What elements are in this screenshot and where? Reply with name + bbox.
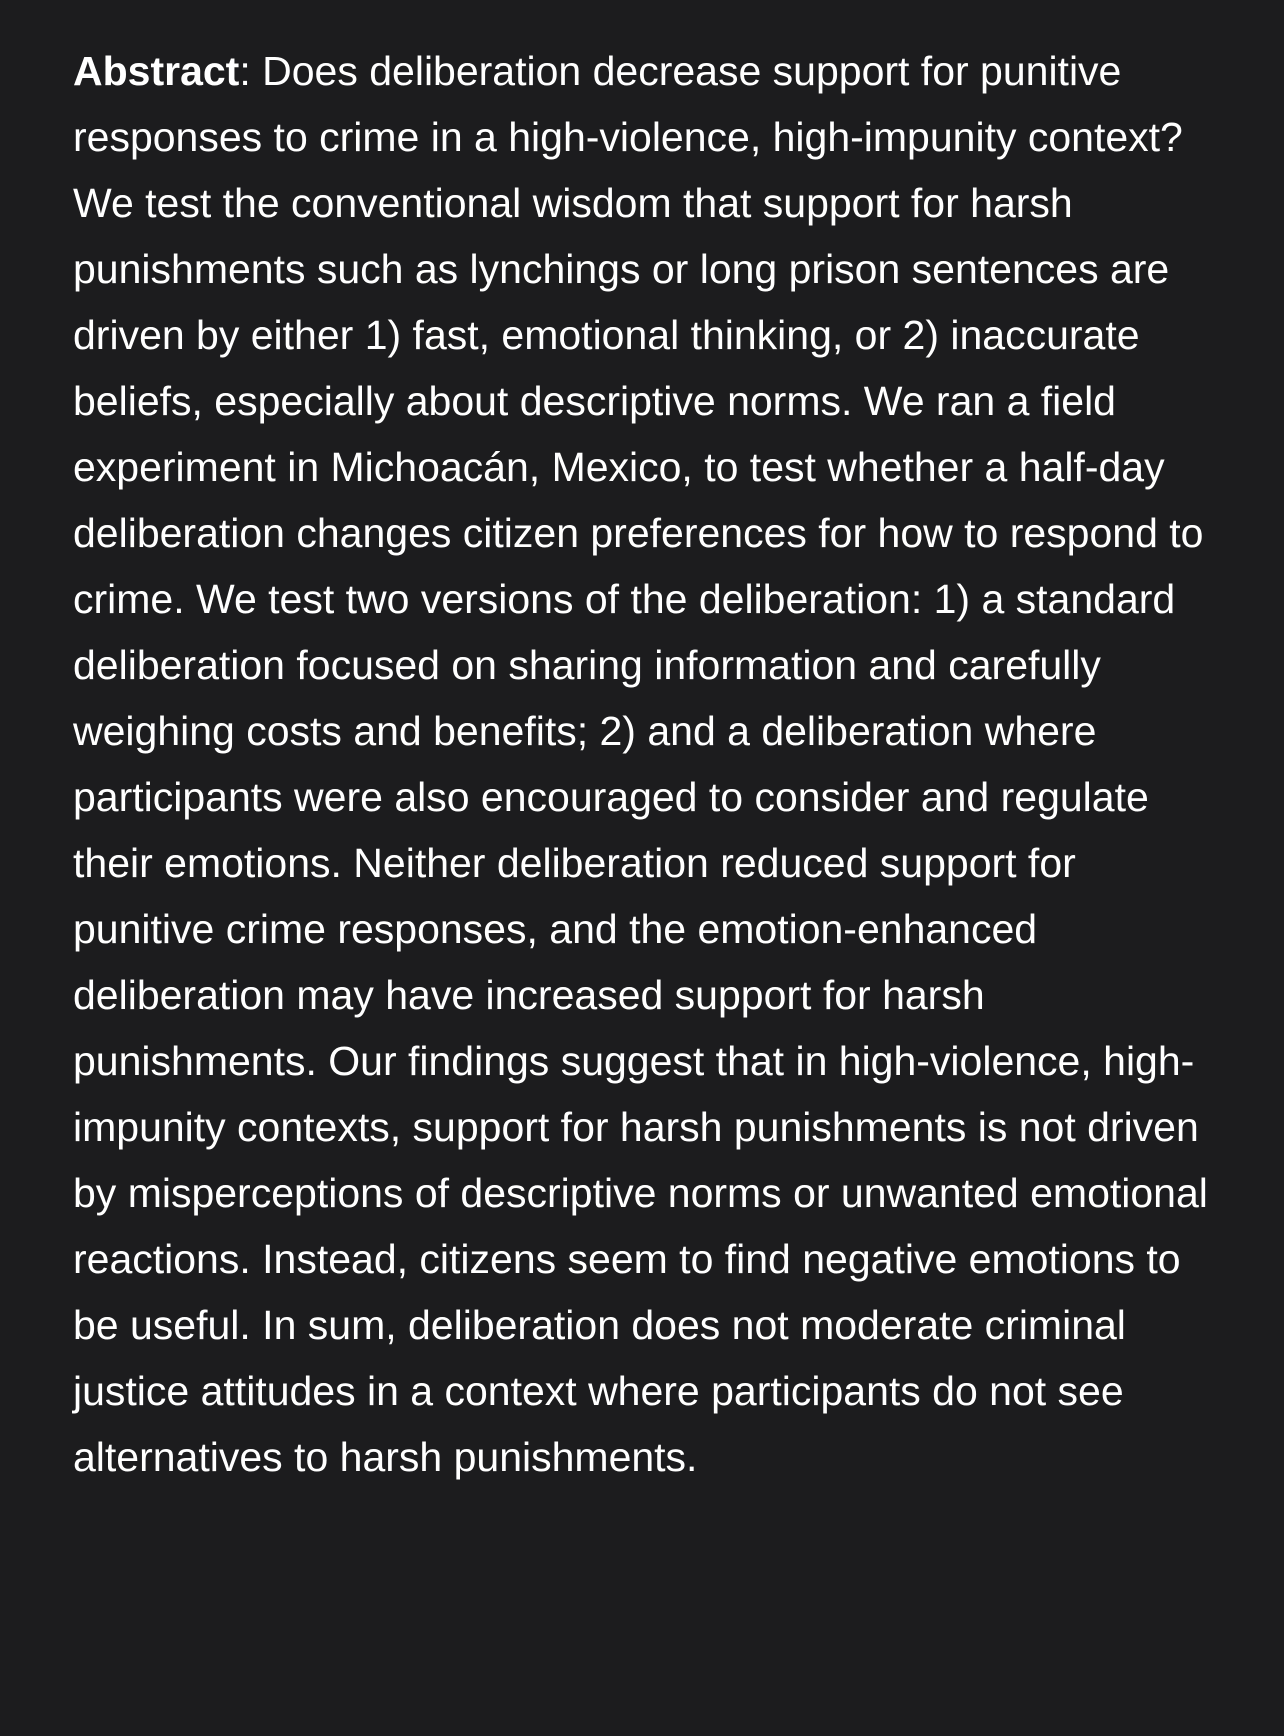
abstract-paragraph bbox=[73, 38, 1214, 1490]
abstract-separator: : bbox=[239, 48, 263, 94]
abstract-body: Does deliberation decrease support for punitive responses to crime in a high-violence, high-impunity context? We test the conventional wisdom that support for harsh punishments such as lynchings or long prison sentences are driven by either 1) fast, emotional thinking, or 2) inaccurate beliefs, especially about descriptive norms. We ran a field experiment in Michoacán, Mexico, to test whether a half-day deliberation changes citizen preferences for how to respond to crime. We test two versions of the deliberation: 1) a standard deliberation focused on sharing information and carefully weighing costs and benefits; 2) and a deliberation where participants were also encouraged to consider and regulate their emotions. Neither deliberation reduced support for punitive crime responses, and the emotion-enhanced deliberation may have increased support for harsh punishments. Our findings suggest that in high-violence, high-impunity contexts, support for harsh punishments is not driven by misperceptions of descriptive norms or unwanted emotional reactions. Instead, citizens seem to find negative emotions to be useful. In sum, deliberation does not moderate criminal justice attitudes in a context where participants do not see alternatives to harsh punishments. bbox=[73, 48, 1208, 1480]
abstract-label: Abstract bbox=[73, 48, 240, 94]
